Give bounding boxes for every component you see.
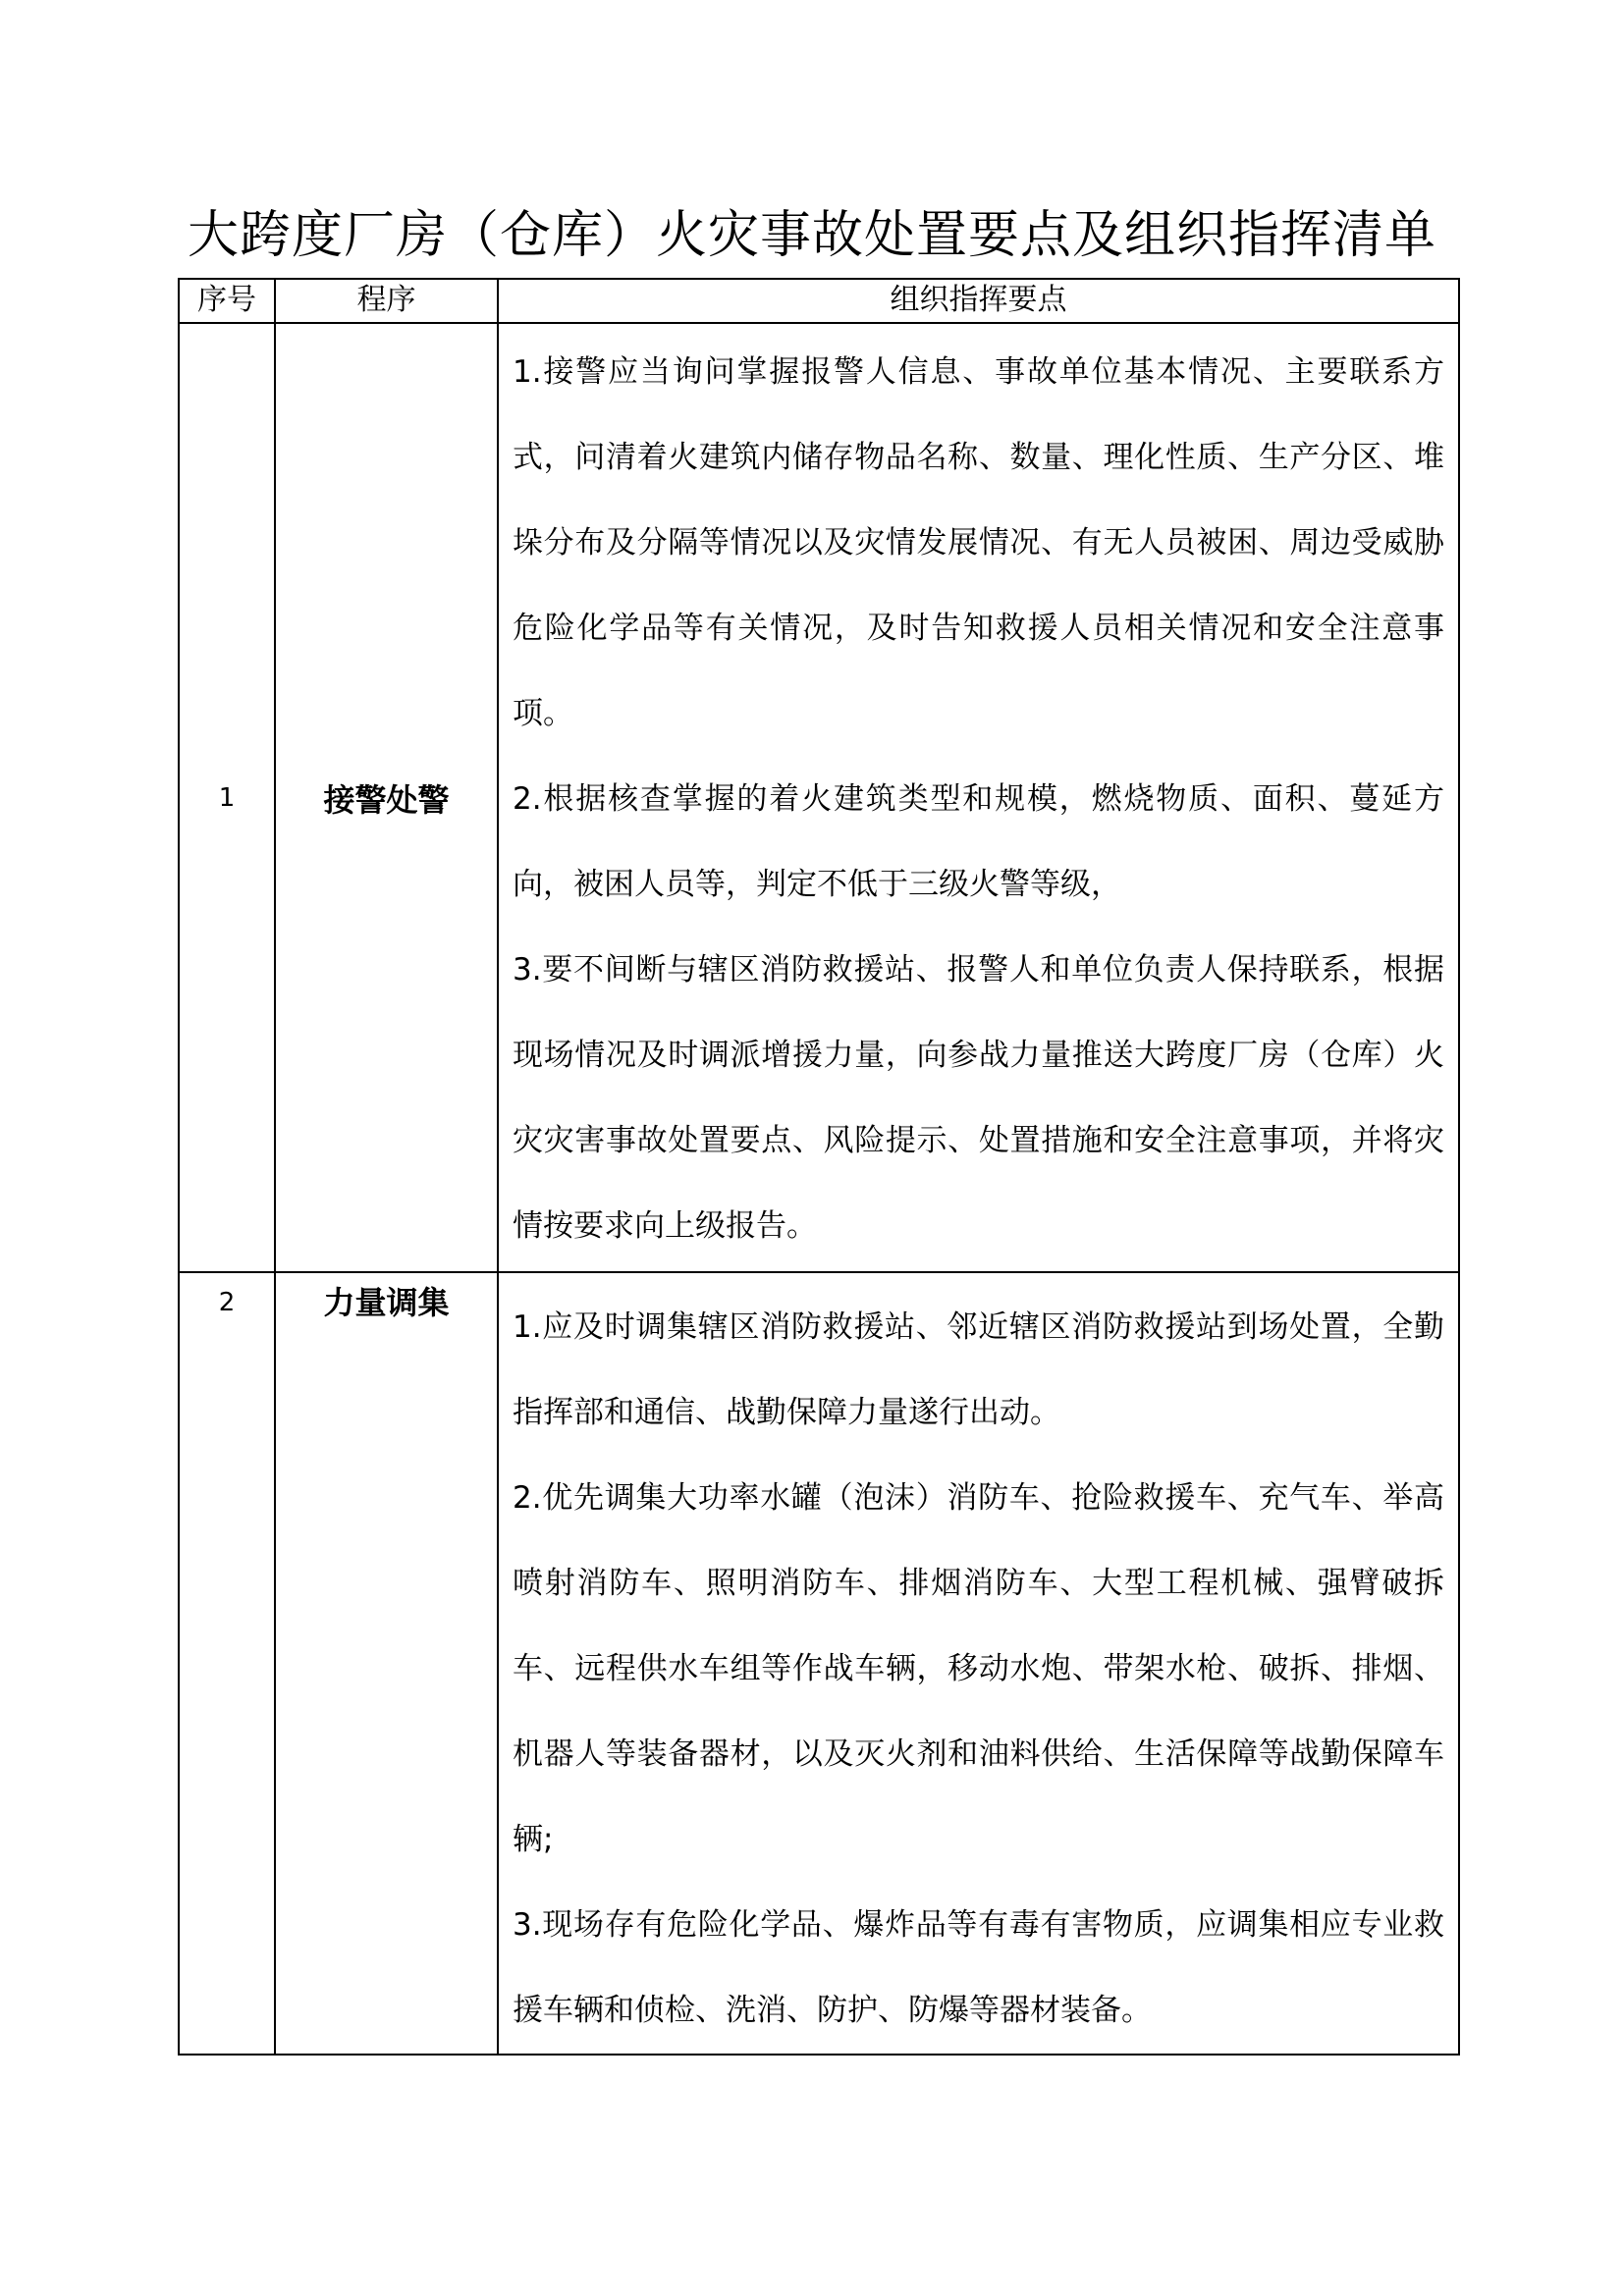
page-title: 大跨度厂房（仓库）火灾事故处置要点及组织指挥清单 [187,206,1436,265]
header-procedure: 程序 [275,279,498,323]
table-row [179,1272,1459,2055]
point-item: 3.现场存有危险化学品、爆炸品等有毒有害物质，应调集相应专业救援车辆和侦检、洗消、防护、防爆等器材装备。 [513,1907,1444,2028]
table-header-row [179,279,1459,323]
point-item: 3.要不间断与辖区消防救援站、报警人和单位负责人保持联系，根据现场情况及时调派增援力量，向参战力量推送大跨度厂房（仓库）火灾灾害事故处置要点、风险提示、处置措施和安全注意事项，并将灾情按要求向上级报告。 [513,952,1444,1244]
header-seq: 序号 [179,279,275,323]
table-row [179,323,1459,1272]
row-points [498,323,1459,1272]
header-points: 组织指挥要点 [498,279,1459,323]
point-item: 2.优先调集大功率水罐（泡沫）消防车、抢险救援车、充气车、举高喷射消防车、照明消防车、排烟消防车、大型工程机械、强臂破拆车、远程供水车组等作战车辆，移动水炮、带架水枪、破拆、排烟、机器人等装备器材，以及灭火剂和油料供给、生活保障等战勤保障车辆; [513,1480,1444,1857]
row-procedure: 力量调集 [275,1272,498,2055]
row-seq: 2 [179,1272,275,2055]
row-seq: 1 [179,323,275,1272]
row-points [498,1272,1459,2055]
row-procedure: 接警处警 [275,323,498,1272]
point-item: 2.根据核查掌握的着火建筑类型和规模，燃烧物质、面积、蔓延方向，被困人员等，判定不低于三级火警等级， [513,781,1444,902]
command-checklist-table [178,278,1460,2056]
point-item: 1.应及时调集辖区消防救援站、邻近辖区消防救援站到场处置，全勤指挥部和通信、战勤保障力量遂行出动。 [513,1309,1444,1430]
point-item: 1.接警应当询问掌握报警人信息、事故单位基本情况、主要联系方式，问清着火建筑内储存物品名称、数量、理化性质、生产分区、堆垛分布及分隔等情况以及灾情发展情况、有无人员被困、周边受威胁危险化学品等有关情况，及时告知救援人员相关情况和安全注意事项。 [513,354,1444,731]
